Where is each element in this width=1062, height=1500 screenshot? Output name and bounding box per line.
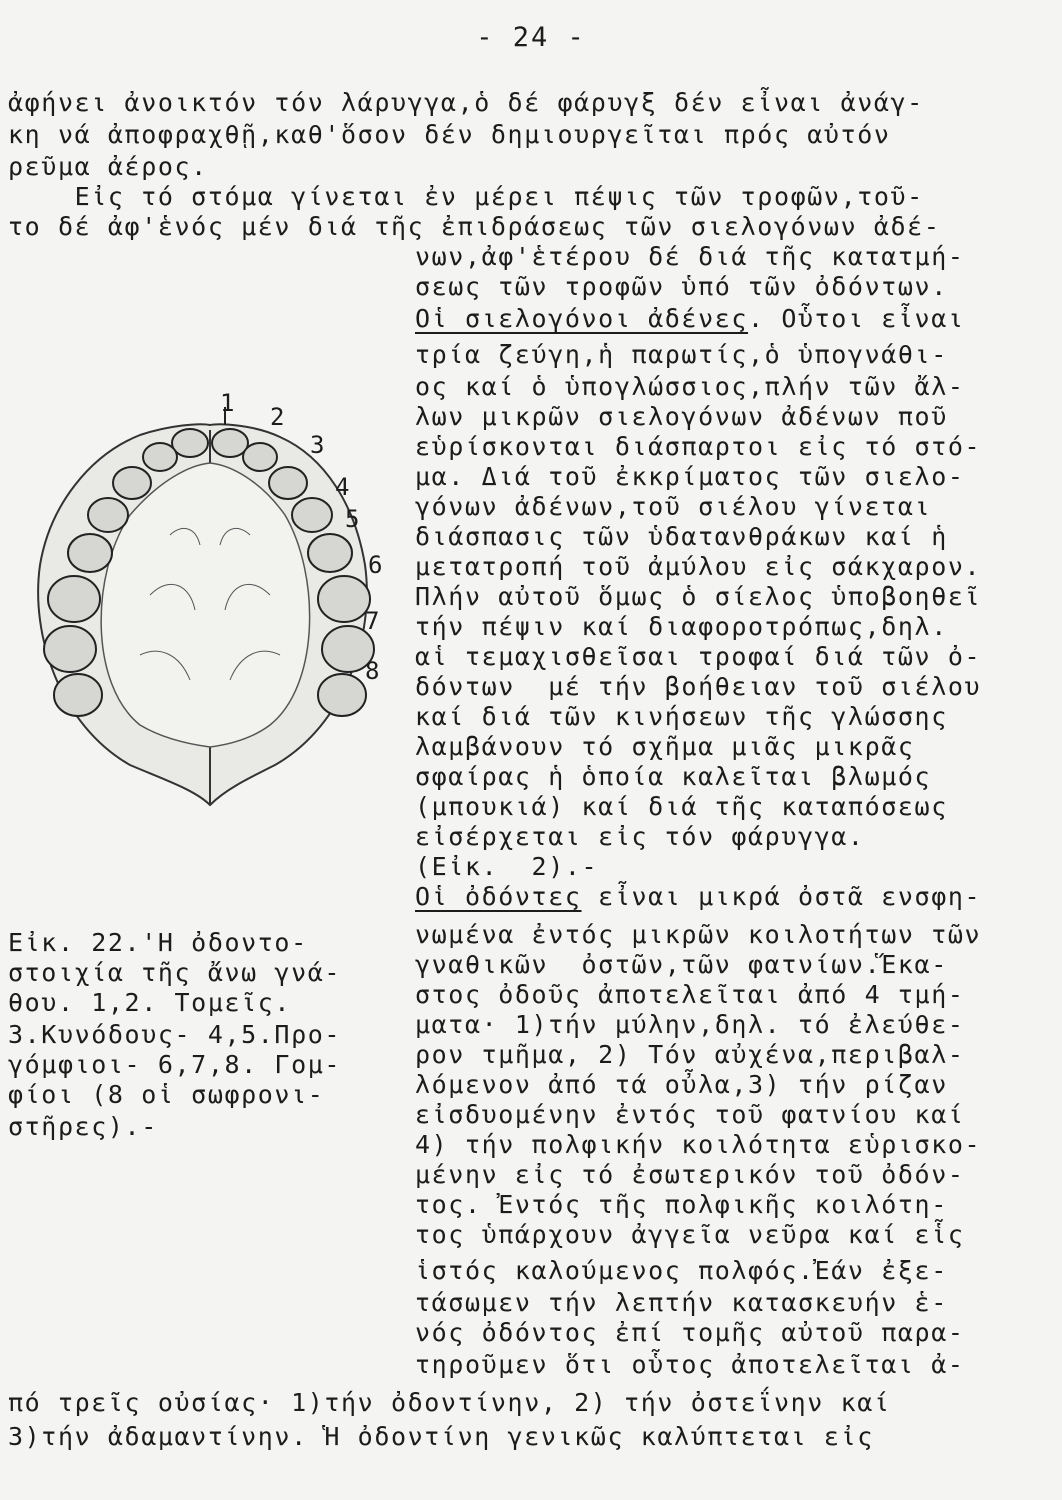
- text-line: λων μικρῶν σιελογόνων ἀδένων ποῦ: [415, 402, 948, 431]
- section-heading-teeth: [415, 882, 981, 912]
- figure-label: 4: [335, 473, 350, 501]
- figure-label: 2: [270, 403, 285, 431]
- heading-underlined: Οἱ ὀδόντες: [415, 882, 582, 911]
- text-line: γναθικῶν ὀστῶν,τῶν φατνίων.Ἕκα-: [415, 950, 948, 979]
- text-line: τος ὑπάρχουν ἀγγεῖα νεῦρα καί εἷς: [415, 1220, 965, 1249]
- text-line: πό τρεῖς οὐσίας· 1)τήν ὀδοντίνην, 2) τήν ὀστεΐνην καί: [8, 1388, 891, 1417]
- text-line: λαμβάνουν τό σχῆμα μιᾶς μικρᾶς: [415, 732, 915, 761]
- text-line: τρία ζεύγη,ἡ παρωτίς,ὁ ὑπογνάθι-: [415, 340, 948, 369]
- text-line: (μπουκιά) καί διά τῆς καταπόσεως: [415, 792, 948, 821]
- figure-caption-line: φίοι (8 οἱ σωφρονι-: [8, 1080, 325, 1109]
- upper-jaw-dentition-illustration: [20, 389, 390, 815]
- text-line: γόνων ἀδένων,τοῦ σιέλου γίνεται: [415, 492, 932, 521]
- text-line: μένην εἰς τό ἐσωτερικόν τοῦ ὀδόν-: [415, 1160, 965, 1189]
- text-line: νωμένα ἐντός μικρῶν κοιλοτήτων τῶν: [415, 920, 982, 949]
- text-line: 4) τήν πολφικήν κοιλότητα εὑρισκο-: [415, 1130, 982, 1159]
- figure-caption-line: στοιχία τῆς ἄνω γνά-: [8, 958, 342, 987]
- text-line: 3)τήν ἀδαμαντίνην. Ἡ ὀδοντίνη γενικῶς καλύπτεται εἰς: [8, 1422, 874, 1451]
- text-line: διάσπασις τῶν ὑδατανθράκων καί ἡ: [415, 522, 948, 551]
- text-line: ἱστός καλούμενος πολφός.Ἐάν ἐξε-: [415, 1256, 948, 1285]
- text-line: σεως τῶν τροφῶν ὑπό τῶν ὀδόντων.: [415, 272, 948, 301]
- figure-caption-line: Εἰκ. 22.'Η ὀδοντο-: [8, 928, 308, 957]
- text-line: ρεῦμα ἀέρος.: [8, 152, 208, 181]
- figure-label: 6: [368, 551, 383, 579]
- text-line: ματα· 1)τήν μύλην,δηλ. τό ἐλεύθε-: [415, 1010, 965, 1039]
- heading-underlined: Οἱ σιελογόνοι ἀδένες: [415, 304, 749, 333]
- figure-caption-line: θου. 1,2. Τομεῖς.: [8, 988, 292, 1017]
- text-line: δόντων μέ τήν βοήθειαν τοῦ σιέλου: [415, 672, 982, 701]
- text-line: το δέ ἀφ'ἑνός μέν διά τῆς ἐπιδράσεως τῶν σιελογόνων ἀδέ-: [8, 212, 941, 241]
- figure-label: 7: [365, 607, 380, 635]
- section-heading-salivary-glands: [415, 304, 965, 334]
- text-line: εἰσέρχεται εἰς τόν φάρυγγα.: [415, 822, 865, 851]
- text-line: τος. Ἐντός τῆς πολφικῆς κοιλότη-: [415, 1190, 948, 1219]
- figure-label: 1: [220, 389, 235, 417]
- text-line: εἰσδυομένην ἐντός τοῦ φατνίου καί: [415, 1100, 965, 1129]
- text-line: μα. Διά τοῦ ἐκκρίματος τῶν σιελο-: [415, 462, 965, 491]
- page-number: - 24 -: [476, 22, 586, 53]
- text-line: μετατροπή τοῦ ἀμύλου εἰς σάκχαρον.: [415, 552, 982, 581]
- text-line: ἀφήνει ἀνοικτόν τόν λάρυγγα,ὁ δέ φάρυγξ δέν εἶναι ἀνάγ-: [8, 88, 924, 117]
- text-line: καί διά τῶν κινήσεων τῆς γλώσσης: [415, 702, 948, 731]
- text-line: τήν πέψιν καί διαφοροτρόπως,δηλ.: [415, 612, 948, 641]
- figure-caption-line: γόμφιοι- 6,7,8. Γομ-: [8, 1050, 342, 1079]
- text-line: σφαίρας ἡ ὁποία καλεῖται βλωμός: [415, 762, 932, 791]
- text-line: (Εἰκ. 2).-: [415, 852, 599, 881]
- text-line: νων,ἀφ'ἑτέρου δέ διά τῆς κατατμή-: [415, 242, 965, 271]
- text-line: αἱ τεμαχισθεῖσαι τροφαί διά τῶν ὀ-: [415, 642, 982, 671]
- text-line: στος ὀδοῦς ἀποτελεῖται ἀπό 4 τμή-: [415, 980, 965, 1009]
- figure-caption-line: στῆρες).-: [8, 1112, 158, 1141]
- text-line: τηροῦμεν ὅτι οὗτος ἀποτελεῖται ἀ-: [415, 1350, 965, 1379]
- text-line: νός ὀδόντος ἐπί τομῆς αὐτοῦ παρα-: [415, 1318, 965, 1347]
- text-line: εὑρίσκονται διάσπαρτοι εἰς τό στό-: [415, 432, 982, 461]
- text-line: κη νά ἀποφραχθῇ,καθ'ὅσον δέν δημιουργεῖται πρός αὐτόν: [8, 120, 891, 149]
- dentition-drawing: [20, 395, 390, 815]
- text-line: τάσωμεν τήν λεπτήν κατασκευήν ἑ-: [415, 1288, 948, 1317]
- text-line: λόμενον ἀπό τά οὖλα,3) τήν ρίζαν: [415, 1070, 948, 1099]
- figure-caption-line: 3.Κυνόδους- 4,5.Προ-: [8, 1020, 342, 1049]
- heading-rest: εἶναι μικρά ὀστᾶ ενσφη-: [581, 882, 982, 911]
- figure-label: 5: [345, 505, 360, 533]
- text-line: ρον τμῆμα, 2) Τόν αὐχένα,περιβαλ-: [415, 1040, 965, 1069]
- text-line: Πλήν αὐτοῦ ὅμως ὁ σίελος ὑποβοηθεῖ: [415, 582, 982, 611]
- heading-rest: . Οὗτοι εἶναι: [748, 304, 965, 333]
- figure-label: 3: [310, 431, 325, 459]
- text-line: ος καί ὁ ὑπογλώσσιος,πλήν τῶν ἄλ-: [415, 372, 965, 401]
- text-line: Εἰς τό στόμα γίνεται ἐν μέρει πέψις τῶν τροφῶν,τοῦ-: [8, 182, 924, 211]
- figure-label: 8: [365, 657, 380, 685]
